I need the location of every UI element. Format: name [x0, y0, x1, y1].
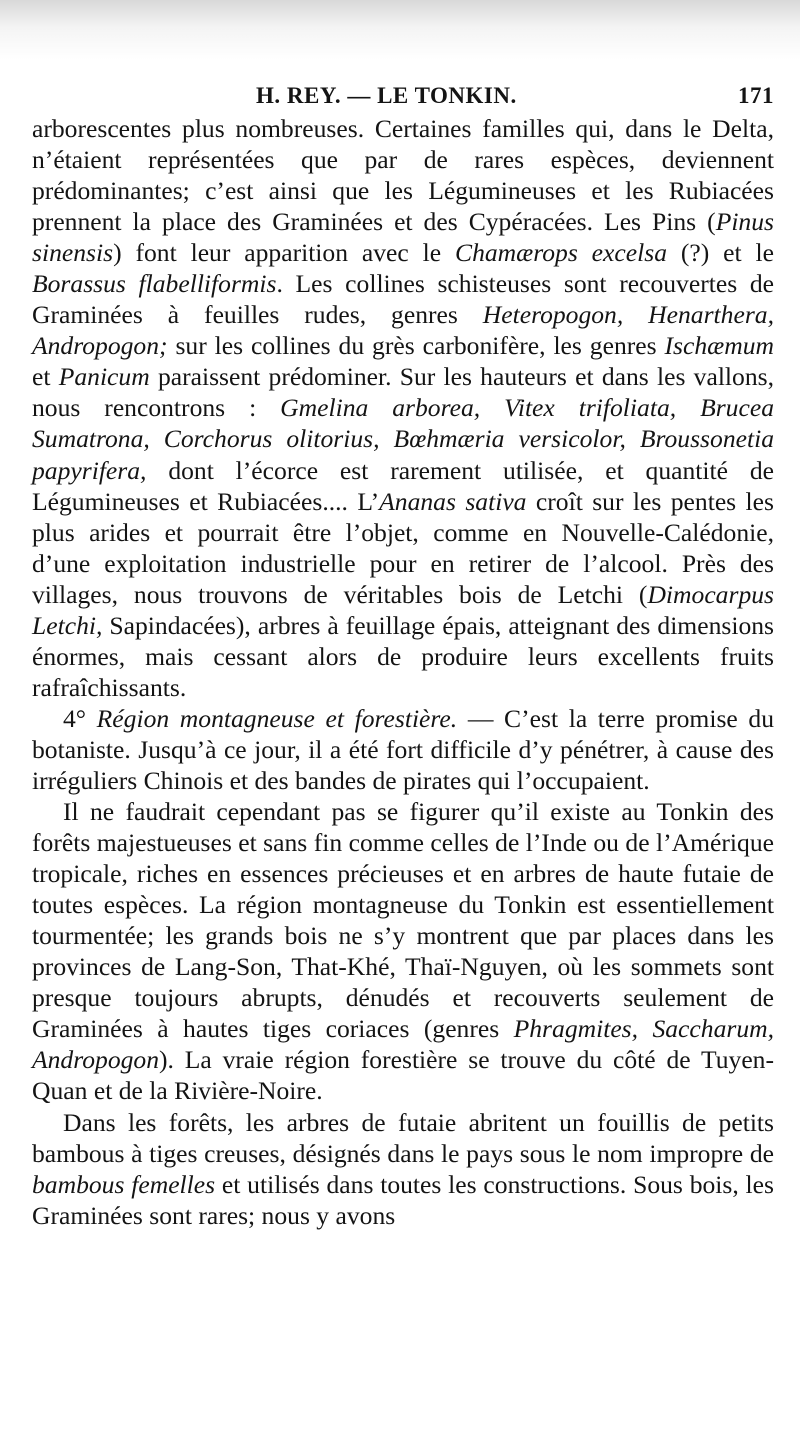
italic-text: bambous femelles [32, 1169, 216, 1199]
text-run: ). La vraie région forestière se trouve du côté de Tuyen-Quan et de la Rivière-Noire. [32, 1045, 774, 1106]
text-run: dont l’écorce est rarement utilisée, et quantité de Légumineuses et Rubiacées.... L’ [32, 455, 774, 516]
italic-text: Gmelina arborea, Vitex trifoliata, Brucea Sumatrona, Corchorus olitorius, Bœhmæria versicolor, Broussonetia papyrifera, [32, 393, 774, 485]
text-run: Sapindacées), arbres à feuillage épais, atteignant des dimensions énormes, mais cessant alors de produire leurs excellents fruits rafraîchissants. [32, 610, 774, 702]
page-number: 171 [738, 83, 774, 108]
italic-text: Borassus flabelliformis [32, 269, 277, 299]
text-run: sur les collines du grès carbonifère, les genres [167, 331, 665, 361]
text-run: et utilisés dans toutes les constructions. Sous bois, les Graminées sont rares; nous y avons [32, 1169, 774, 1230]
italic-text: Dimocarpus Letchi, [32, 579, 774, 640]
italic-text: Région montagneuse et forestière. [96, 703, 458, 733]
text-run: Il ne faudrait cependant pas se figurer qu’il existe au Tonkin des forêts majestueuses et sans fin comme celles de l’Inde ou de l’Amérique tropicale, riches en essences précieuses et en arbres de haute futaie de toutes espèces. La région montagneuse du Tonkin est essentiellement tourmentée; les grands bois ne s’y montrent que par places dans les provinces de Lang-Son, That-Khé, Thaï-Nguyen, où les sommets sont presque toujours abrupts, dénudés et recouverts seulement de Graminées à hautes tiges coriaces (genres [32, 797, 774, 1044]
italic-text: Pinus sinensis [32, 207, 774, 268]
text-run: croît sur les pentes les plus arides et pourrait être l’objet, comme en Nouvelle-Calédonie, d’une exploitation industrielle pour en retirer de l’alcool. Près des villages, nous trouvons de véritables bois de Letchi ( [32, 486, 774, 609]
italic-text: Ananas sativa [379, 486, 527, 516]
text-run: 4° [63, 703, 97, 733]
italic-text: Phragmites, Saccharum, Andropogon [32, 1014, 774, 1075]
paragraph-1 [32, 113, 774, 703]
italic-text: Panicum [58, 362, 150, 392]
text-run: arborescentes plus nombreuses. Certaines familles qui, dans le Delta, n’étaient représentées que par de rares espèces, deviennent prédominantes; c’est ainsi que les Légumineuses et les Rubiacées prennent la place des Graminées et des Cypéracées. Les Pins ( [32, 114, 774, 237]
text-run: — C’est la terre promise du botaniste. Jusqu’à ce jour, il a été fort difficile d’y pénétrer, à cause des irréguliers Chinois et des bandes de pirates qui l’occupaient. [32, 703, 774, 795]
italic-text: Ischæmum [664, 331, 774, 361]
text-run: Dans les forêts, les arbres de futaie abritent un fouillis de petits bambous à tiges creuses, désignés dans le pays sous le nom impropre de [32, 1107, 774, 1168]
italic-text: Chamærops excelsa [455, 238, 667, 268]
italic-text: Heteropogon, Henarthera, Andropogon; [32, 300, 774, 361]
text-run: . Les collines schisteuses sont recouvertes de Graminées à feuilles rudes, genres [32, 269, 774, 330]
paragraph-3 [32, 796, 774, 1106]
running-head [32, 83, 774, 113]
running-head-title: H. REY. — LE TONKIN. [256, 83, 517, 108]
paragraph-2 [32, 703, 774, 796]
paragraph-4 [32, 1107, 774, 1231]
text-run: et [32, 362, 59, 392]
body-text [32, 113, 774, 1231]
text-run: ) font leur apparition avec le [113, 238, 456, 268]
text-run: paraissent prédominer. Sur les hauteurs et dans les vallons, nous rencontrons : [32, 362, 774, 423]
text-run: (?) et le [667, 238, 774, 268]
